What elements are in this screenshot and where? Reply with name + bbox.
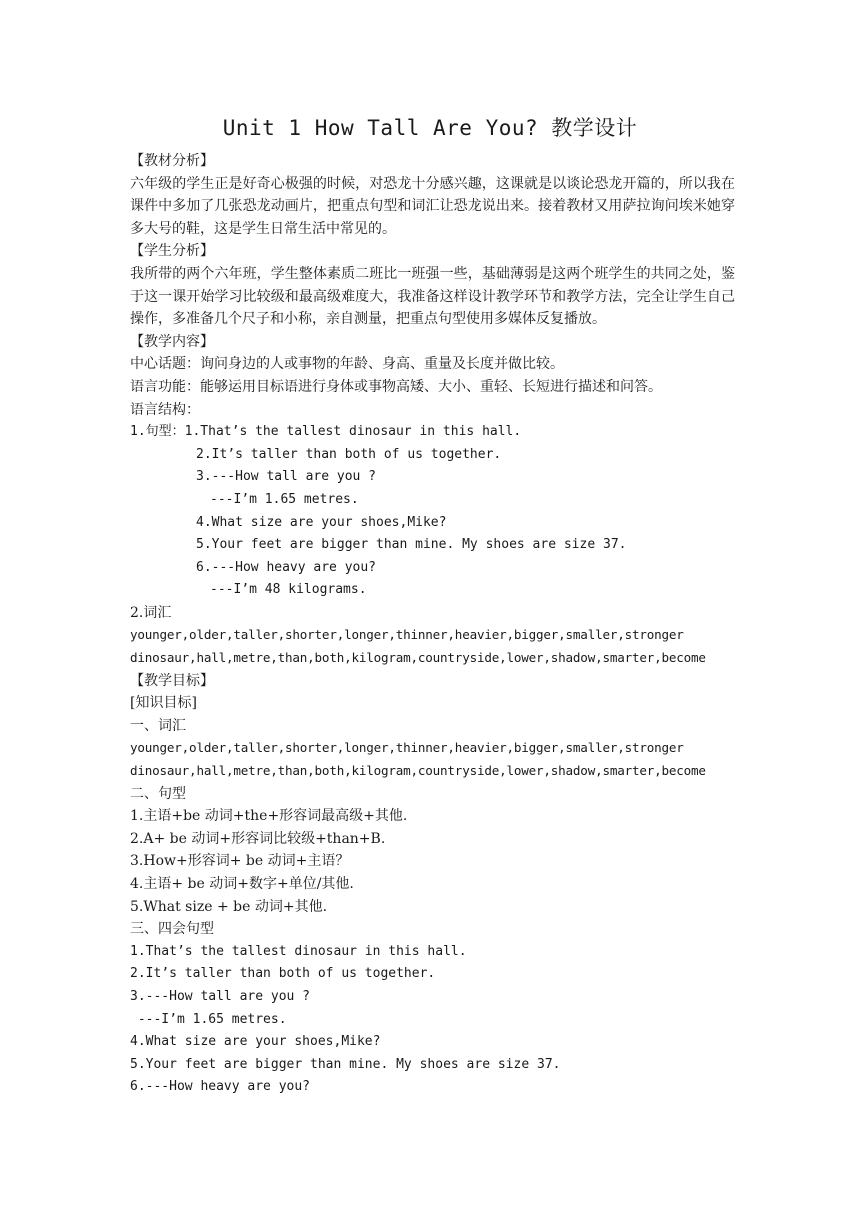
pattern-item: 5.Your feet are bigger than mine. My shoes are size 37.	[196, 537, 627, 553]
content-topic: 中心话题：询问身边的人或事物的年龄、身高、重量及长度并做比较。	[130, 356, 564, 373]
pattern-item: 6.---How heavy are you?	[196, 559, 377, 575]
pattern-label: 1.句型：	[130, 424, 185, 440]
section-heading-content: 【教学内容】	[130, 333, 214, 350]
content-function: 语言功能：能够运用目标语进行身体或事物高矮、大小、重轻、长短进行描述和问答。	[130, 378, 662, 395]
four-skill-item: 6.---How heavy are you?	[130, 1079, 311, 1095]
goal-pattern-item: 4.主语+ be 动词+数字+单位/其他.	[130, 876, 354, 892]
section-heading-goals: 【教学目标】	[130, 672, 214, 689]
pattern-item: 4.What size are your shoes,Mike?	[196, 514, 447, 530]
four-skill-item: 4.What size are your shoes,Mike?	[130, 1034, 381, 1050]
paragraph-students: 我所带的两个六年班，学生整体素质二班比一班强一些，基础薄弱是这两个班学生的共同之处，鉴于这一课开始学习比较级和最高级难度大，我准备这样设计教学环节和教学方法，完全让学生自己操作，多准备几个尺子和小称，亲自测量，把重点句型使用多媒体反复播放。	[130, 265, 735, 328]
four-skill-item: ---I’m 1.65 metres.	[130, 1011, 287, 1027]
goal-pattern-item: 3.How+形容词+ be 动词+主语？	[130, 853, 350, 870]
four-skill-item: 2.It’s taller than both of us together.	[130, 966, 436, 982]
four-skill-title: 三、四会句型	[130, 921, 214, 938]
vocab-label: 2.词汇	[130, 604, 172, 621]
paragraph-material: 六年级的学生正是好奇心极强的时候，对恐龙十分感兴趣，这课就是以谈论恐龙开篇的，所以我在课件中多加了几张恐龙动画片，把重点句型和词汇让恐龙说出来。接着教材又用萨拉询问埃米她穿多大号的鞋，这是学生日常生活中常见的。	[130, 175, 735, 237]
pattern-item: 1.That’s the tallest dinosaur in this hall.	[184, 424, 522, 440]
goal-pattern-item: 2.A+ be 动词+形容词比较级+than+B.	[130, 830, 386, 847]
vocab-line: dinosaur,hall,metre,than,both,kilogram,countryside,lower,shadow,smarter,become	[130, 650, 706, 666]
document-title: Unit 1 How Tall Are You? 教学设计	[222, 116, 638, 140]
four-skill-item: 1.That’s the tallest dinosaur in this hall.	[130, 943, 467, 959]
pattern-row	[130, 421, 735, 444]
pattern-item: 3.---How tall are you ?	[196, 469, 377, 485]
four-skill-item: 3.---How tall are you ?	[130, 988, 311, 1004]
vocab-line: younger,older,taller,shorter,longer,thinner,heavier,bigger,smaller,stronger	[130, 627, 684, 643]
pattern-item: ---I’m 48 kilograms.	[210, 582, 367, 598]
pattern-item: 2.It’s taller than both of us together.	[196, 446, 502, 462]
goal-pattern-item: 1.主语+be 动词+the+形容词最高级+其他.	[130, 808, 408, 825]
section-heading-students: 【学生分析】	[130, 243, 214, 260]
goal-pattern-item: 5.What size + be 动词+其他.	[130, 898, 328, 915]
pattern-item: ---I’m 1.65 metres.	[210, 491, 359, 507]
four-skill-item: 5.Your feet are bigger than mine. My shoes are size 37.	[130, 1056, 561, 1072]
goal-pattern-title: 二、句型	[130, 785, 186, 802]
vocab-line: younger,older,taller,shorter,longer,thinner,heavier,bigger,smaller,stronger	[130, 740, 684, 756]
document-body	[130, 150, 735, 1099]
goal-vocab-title: 一、词汇	[130, 717, 186, 734]
knowledge-goal-label: [知识目标]	[130, 695, 197, 712]
vocab-line: dinosaur,hall,metre,than,both,kilogram,countryside,lower,shadow,smarter,become	[130, 763, 706, 779]
content-structure: 语言结构：	[130, 401, 200, 418]
section-heading-material: 【教材分析】	[130, 153, 214, 169]
